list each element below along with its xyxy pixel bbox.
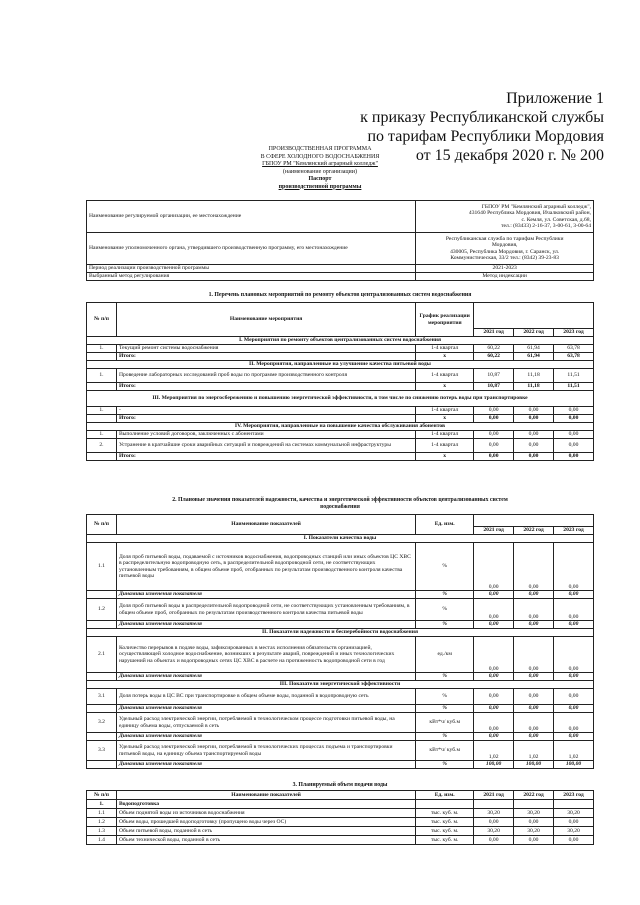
value-2023 (554, 800, 594, 809)
value-2023: 0,00 (554, 818, 594, 827)
section-2-caption (86, 497, 594, 510)
org-value-line: ГБПОУ РМ "Кемлянский аграрный колледж", (481, 203, 591, 210)
row-number: 1.2 (87, 818, 117, 827)
value-2022: 0,00 (514, 453, 554, 461)
value-2023: 1,02 (554, 741, 594, 761)
group-heading: II. Показатели надежности и бесперебойности водоснабжения (87, 629, 594, 637)
table-row (87, 353, 594, 361)
row-number: 1.4 (87, 836, 117, 845)
auth-value-line: Республиканская служба по тарифам Республики (445, 235, 564, 242)
value-2022: 0,00 (514, 836, 554, 845)
row-number: 2.1 (87, 637, 117, 673)
table-row (87, 201, 594, 233)
table-row (87, 733, 594, 741)
row-unit: ед./км (416, 637, 474, 673)
value-2023: 0,00 (554, 733, 594, 741)
table-row (87, 369, 594, 383)
value-2022: 0,00 (514, 733, 554, 741)
table-row (87, 273, 594, 281)
row-name: Объем питьевой воды, поданной в сеть (116, 827, 415, 836)
value-2023: 0,00 (554, 836, 594, 845)
row-number (87, 415, 117, 423)
row-total-label: Итого: (116, 415, 415, 423)
value-2022: 61,94 (514, 345, 554, 353)
table-row (87, 809, 594, 818)
row-dynamics-label: Динамика изменения показателя (116, 761, 415, 769)
row-schedule: 1-4 квартал (416, 345, 474, 353)
row-number: 3.3 (87, 741, 117, 761)
value-2022: 11,18 (514, 369, 554, 383)
value-2022: 0,00 (514, 415, 554, 423)
passport-authority-value (416, 233, 594, 265)
passport-authority-label: Наименование уполномоченного органа, утвердившего производственную программу, его местонахождение (87, 233, 416, 265)
heading-passport-sub: производственной программы (278, 183, 362, 190)
group-heading: I. Показатели качества воды (87, 535, 594, 543)
value-2023: 0,00 (554, 591, 594, 599)
value-2022: 0,00 (514, 637, 554, 673)
value-2022: 0,00 (514, 689, 554, 705)
value-2023: 0,00 (554, 689, 594, 705)
heading-line-1: ПРОИЗВОДСТВЕННАЯ ПРОГРАММА (268, 146, 372, 152)
row-unit: % (416, 733, 474, 741)
group-heading: IV. Мероприятия, направленные на повышение качества обслуживания абонентов (87, 423, 594, 431)
value-2021: 100,00 (474, 761, 514, 769)
row-name: Объем поднятой воды из источников водоснабжения (116, 809, 415, 818)
col-header-2021: 2021 год (474, 527, 514, 535)
row-schedule: 1-4 квартал (416, 439, 474, 453)
value-2022: 61,94 (514, 353, 554, 361)
row-unit: кВт*ч/ куб.м (416, 741, 474, 761)
value-2021: 0,00 (474, 637, 514, 673)
row-unit: тыс. куб. м. (416, 818, 474, 827)
row-unit: % (416, 621, 474, 629)
table-row (87, 303, 594, 329)
value-2021: 0,00 (474, 836, 514, 845)
passport-period-label: Период реализации производственной программы (87, 265, 416, 273)
table-row (87, 599, 594, 621)
col-header-name: Наименование показателей (116, 791, 415, 800)
auth-value-line: 430005, Республика Мордовия, г. Саранск, ул. (450, 248, 560, 255)
org-value-line: с. Кемля, ул. Советская, д.68, (521, 216, 591, 223)
value-2021: 0,00 (474, 407, 514, 415)
group-heading: I. Мероприятия по ремонту объектов централизованных систем водоснабжения (87, 337, 594, 345)
value-2021: 0,00 (474, 673, 514, 681)
row-unit: % (416, 705, 474, 713)
value-2021: 1,02 (474, 741, 514, 761)
value-2021 (474, 800, 514, 809)
table-row (87, 383, 594, 391)
col-header-2023: 2023 год (554, 527, 594, 535)
value-2023: 30,20 (554, 809, 594, 818)
row-number (87, 591, 117, 599)
row-number: 1. (87, 407, 117, 415)
value-2021: 60,22 (474, 345, 514, 353)
heading-org-name: ГБПОУ РМ "Кемлянский аграрный колледж" (262, 161, 378, 167)
value-2022: 0,00 (514, 621, 554, 629)
auth-value-line: Мордовия, (491, 242, 518, 249)
row-schedule: х (416, 415, 474, 423)
table-row (87, 265, 594, 273)
group-heading: II. Мероприятия, направленные на улучшение качества питьевой воды (87, 361, 594, 369)
value-2023: 0,00 (554, 543, 594, 591)
value-2023: 0,00 (554, 415, 594, 423)
value-2021: 0,00 (474, 689, 514, 705)
col-header-unit: Ед. изм. (416, 791, 474, 800)
row-number (87, 733, 117, 741)
value-2023: 0,00 (554, 431, 594, 439)
row-dynamics-label: Динамика изменения показателя (116, 705, 415, 713)
row-dynamics-label: Динамика изменения показателя (116, 733, 415, 741)
row-unit: % (416, 543, 474, 591)
row-dynamics-label: Динамика изменения показателя (116, 591, 415, 599)
row-schedule: х (416, 353, 474, 361)
section-2-caption-line: 2. Плановые значения показателей надежности, качества и энергетической эффективности объектов централизованных систем (172, 497, 508, 503)
row-number: 1. (87, 345, 117, 353)
col-header-name: Наименование показателей (116, 515, 415, 535)
group-heading: III. Показатели энергетической эффективности (87, 681, 594, 689)
row-number: 1.1 (87, 543, 117, 591)
value-2021: 10,87 (474, 383, 514, 391)
col-header-number: № п/п (87, 303, 117, 337)
row-name: Объем технической воды, поданной в сеть (116, 836, 415, 845)
value-2022: 0,00 (514, 713, 554, 733)
row-name: Удельный расход электрической энергии, потребляемой в технологическом процессе подготовки питьевой воды, на единицу объема воды, отпускаемой в сеть (116, 713, 415, 733)
table-row (87, 233, 594, 265)
passport-period-value: 2021-2023 (416, 265, 594, 273)
col-header-number: № п/п (87, 791, 117, 800)
value-2022: 0,00 (514, 439, 554, 453)
value-2022: 0,00 (514, 543, 554, 591)
value-2023: 0,00 (554, 705, 594, 713)
value-2021: 30,20 (474, 827, 514, 836)
row-name: Объем воды, прошедшей водоподготовку (пропущено воды через ОС) (116, 818, 415, 827)
row-number: 1. (87, 431, 117, 439)
value-2021: 0,00 (474, 599, 514, 621)
value-2022: 0,00 (514, 599, 554, 621)
row-schedule: 1-4 квартал (416, 431, 474, 439)
row-number: 3.1 (87, 689, 117, 705)
heading-passport: Паспорт (308, 176, 332, 182)
row-unit: тыс. куб. м. (416, 836, 474, 845)
value-2022: 100,00 (514, 761, 554, 769)
row-name: Доля потерь воды в ЦС ВС при транспортировке в общем объеме воды, поданной в водопроводную сеть (116, 689, 415, 705)
row-unit: % (416, 591, 474, 599)
table-row (87, 345, 594, 353)
value-2021: 0,00 (474, 713, 514, 733)
col-header-2023: 2023 год (554, 329, 594, 337)
value-2022 (514, 800, 554, 809)
water-volume-table (86, 790, 594, 845)
value-2021: 0,00 (474, 705, 514, 713)
appendix-line-2: к приказу Республиканской службы (360, 109, 604, 126)
appendix-line-4: от 15 декабря 2020 г. № 200 (415, 147, 604, 164)
table-row (87, 407, 594, 415)
row-number: 3.2 (87, 713, 117, 733)
value-2023: 0,00 (554, 407, 594, 415)
value-2022: 30,20 (514, 809, 554, 818)
table-row (87, 689, 594, 705)
row-number (87, 453, 117, 461)
value-2022: 0,00 (514, 407, 554, 415)
value-2023: 0,00 (554, 453, 594, 461)
table-row (87, 705, 594, 713)
table-row (87, 621, 594, 629)
row-schedule: 1-4 квартал (416, 369, 474, 383)
repairs-table (86, 302, 594, 461)
passport-org-label: Наименование регулируемой организации, ее местонахождение (87, 201, 416, 233)
col-header-years-spacer (474, 515, 594, 527)
row-name: Доля проб питьевой воды в распределительной водопроводной сети, не соответствующих установленным требованиям, в общем объеме проб, отобранных по результатам производственного контроля качества питьевой воды (116, 599, 415, 621)
value-2023: 63,78 (554, 345, 594, 353)
table-row (87, 827, 594, 836)
table-row (87, 637, 594, 673)
row-unit: % (416, 689, 474, 705)
row-unit: тыс. куб. м. (416, 809, 474, 818)
row-name: Проведение лабораторных исследований проб воды по программе производственного контроля (116, 369, 415, 383)
heading-org-caption: (наименование организации) (283, 168, 357, 175)
row-schedule: 1-4 квартал (416, 407, 474, 415)
col-header-years-spacer (474, 303, 594, 329)
value-2023: 0,00 (554, 713, 594, 733)
table-row (87, 713, 594, 733)
row-dynamics-label: Динамика изменения показателя (116, 621, 415, 629)
col-header-2023: 2023 год (554, 791, 594, 800)
col-header-2021: 2021 год (474, 791, 514, 800)
org-value-line: 431640 Республика Мордовия, Ичалковский район, (468, 210, 591, 217)
row-schedule: х (416, 453, 474, 461)
passport-method-value: Метод индексации (416, 273, 594, 281)
heading-line-2: В СФЕРЕ ХОЛОДНОГО ВОДОСНАБЖЕНИЯ (260, 153, 380, 160)
value-2023: 0,00 (554, 621, 594, 629)
group-heading: III. Мероприятия по энергосбережению и повышению энергетической эффективности, в том числе по снижению потерь воды при транспортировке (87, 391, 594, 407)
value-2023: 0,00 (554, 599, 594, 621)
value-2022: 11,18 (514, 383, 554, 391)
table-row (87, 791, 594, 800)
value-2021: 0,00 (474, 733, 514, 741)
row-number: 1.2 (87, 599, 117, 621)
col-header-number: № п/п (87, 515, 117, 535)
row-name: Устранение в кратчайшие сроки аварийных ситуаций и повреждений на системах коммунальной инфраструктуры (116, 439, 415, 453)
value-2021: 30,20 (474, 809, 514, 818)
row-number (87, 705, 117, 713)
value-2022: 0,00 (514, 673, 554, 681)
value-2023: 0,00 (554, 439, 594, 453)
row-unit: % (416, 761, 474, 769)
row-unit: тыс. куб. м. (416, 827, 474, 836)
row-name: Удельный расход электрической энергии, потребляемой в технологических процессах подъема и транспортировки питьевой воды, на единицу объема транспортируемой воды (116, 741, 415, 761)
col-header-schedule: График реализации мероприятия (416, 303, 474, 337)
row-dynamics-label: Динамика изменения показателя (116, 673, 415, 681)
table-row (87, 591, 594, 599)
value-2021: 0,00 (474, 818, 514, 827)
row-name: - (116, 407, 415, 415)
row-number (87, 761, 117, 769)
row-number (87, 353, 117, 361)
value-2021: 0,00 (474, 543, 514, 591)
value-2023: 30,20 (554, 827, 594, 836)
table-row (87, 543, 594, 591)
row-schedule: х (416, 383, 474, 391)
table-row (87, 741, 594, 761)
value-2021: 0,00 (474, 621, 514, 629)
col-header-name: Наименование мероприятия (116, 303, 415, 337)
passport-org-value (416, 201, 594, 233)
row-name: Доля проб питьевой воды, подаваемой с источников водоснабжения, водопроводных станций или иных объектов ЦС ХВС в распределительную водопроводную сеть, в распределительной водопроводной сети, не соответствующих установленным требованиям, в общем объеме проб, отобранных по результатам производственного контроля качества питьевой воды (116, 543, 415, 591)
col-header-2021: 2021 год (474, 329, 514, 337)
value-2023: 11,51 (554, 369, 594, 383)
table-row (87, 673, 594, 681)
row-name: Текущий ремонт системы водоснабжения (116, 345, 415, 353)
row-number: 1. (87, 800, 117, 809)
table-row (87, 800, 594, 809)
col-header-2022: 2022 год (514, 329, 554, 337)
value-2022: 0,00 (514, 705, 554, 713)
value-2023: 0,00 (554, 637, 594, 673)
row-unit (416, 800, 474, 809)
col-header-2022: 2022 год (514, 791, 554, 800)
row-number (87, 383, 117, 391)
table-row (87, 836, 594, 845)
row-number: 1.1 (87, 809, 117, 818)
row-name: Количество перерывов в подаче воды, зафиксированных в местах исполнения обязательств организацией, осуществляющей холодное водоснабжение, возникших в результате аварий, повреждений и иных технологических нарушений на объектах и водопроводных сетях ЦС ХВС в расчете на протяженность водопроводной сети в год (116, 637, 415, 673)
table-row (87, 431, 594, 439)
row-unit: % (416, 599, 474, 621)
col-header-unit: Ед. изм. (416, 515, 474, 535)
value-2021: 10,87 (474, 369, 514, 383)
value-2021: 0,00 (474, 453, 514, 461)
appendix-title: Приложение 1 (506, 90, 604, 107)
passport-method-label: Выбранный метод регулирования (87, 273, 416, 281)
passport-table (86, 200, 594, 281)
row-unit: кВт*ч/ куб.м (416, 713, 474, 733)
row-total-label: Итого: (116, 453, 415, 461)
value-2022: 1,02 (514, 741, 554, 761)
value-2022: 0,00 (514, 818, 554, 827)
table-row (87, 818, 594, 827)
value-2021: 0,00 (474, 431, 514, 439)
value-2021: 0,00 (474, 415, 514, 423)
section-2-caption-line: водоснабжения (320, 503, 360, 510)
row-name: Водоподготовка (116, 800, 415, 809)
table-row (87, 439, 594, 453)
table-row (87, 761, 594, 769)
auth-value-line: Коммунистическая, 33/2 тел.: (8342) 39-23-83 (450, 254, 559, 261)
value-2021: 60,22 (474, 353, 514, 361)
value-2023: 63,78 (554, 353, 594, 361)
table-row (87, 415, 594, 423)
section-1-caption: 1. Перечень плановых мероприятий по ремонту объектов централизованных систем водоснабжения (208, 292, 472, 298)
row-number: 2. (87, 439, 117, 453)
row-name: Выполнение условий договоров, заключенных с абонентами (116, 431, 415, 439)
value-2022: 0,00 (514, 431, 554, 439)
program-heading (110, 146, 530, 191)
org-value-line: тел.: (83433) 2-16-37, 3-00-61, 3-00-64 (501, 222, 591, 229)
value-2023: 100,00 (554, 761, 594, 769)
section-3-caption: 3. Планируемый объем подачи воды (292, 782, 388, 788)
appendix-line-3: по тарифам Республики Мордовия (367, 128, 604, 145)
row-unit: % (416, 673, 474, 681)
col-header-2022: 2022 год (514, 527, 554, 535)
value-2023: 0,00 (554, 673, 594, 681)
value-2022: 0,00 (514, 591, 554, 599)
table-row (87, 453, 594, 461)
row-number: 1.3 (87, 827, 117, 836)
value-2023: 11,51 (554, 383, 594, 391)
value-2021: 0,00 (474, 439, 514, 453)
indicators-table (86, 514, 594, 769)
row-number (87, 673, 117, 681)
row-total-label: Итого: (116, 383, 415, 391)
row-number: 1. (87, 369, 117, 383)
value-2022: 30,20 (514, 827, 554, 836)
table-row (87, 515, 594, 527)
row-number (87, 621, 117, 629)
row-total-label: Итого: (116, 353, 415, 361)
value-2021: 0,00 (474, 591, 514, 599)
